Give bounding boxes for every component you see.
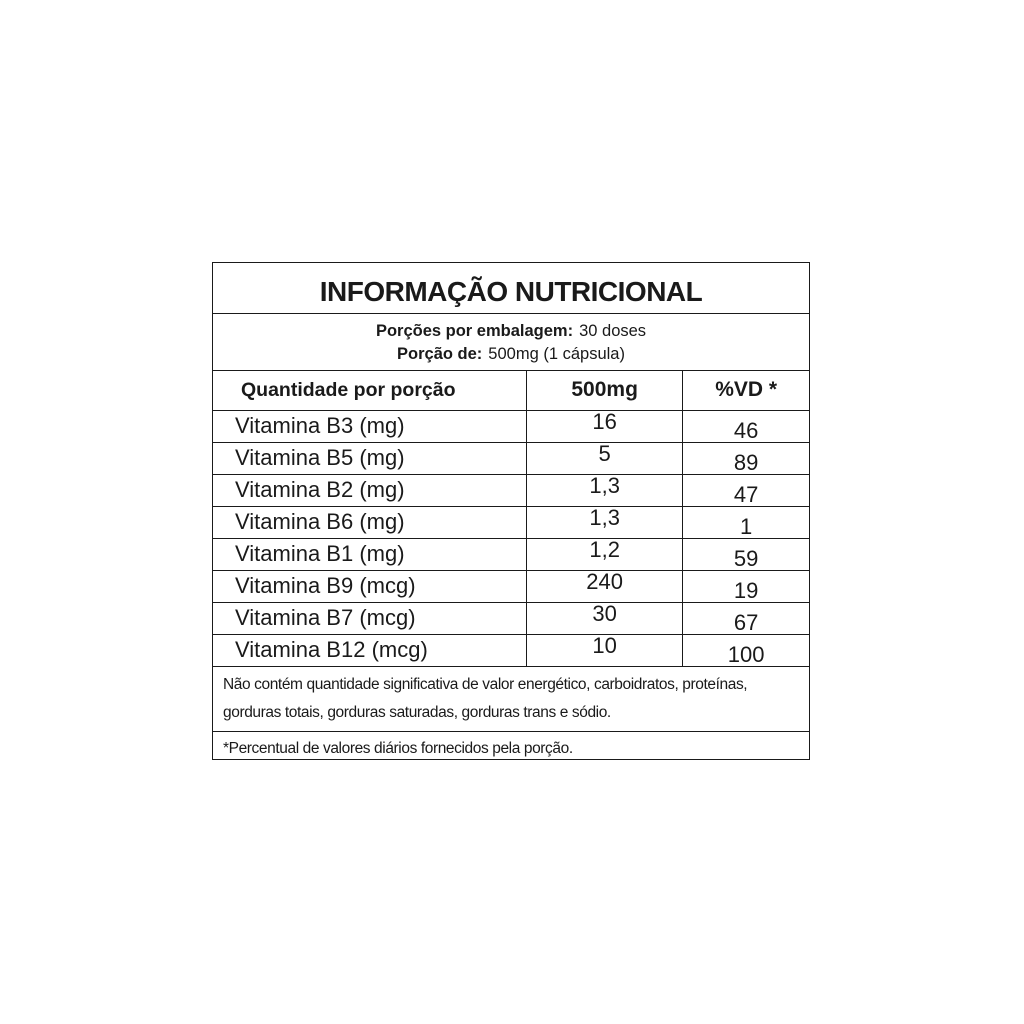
nutrient-daily-value: 67 [683,602,809,634]
nutrient-amount: 16 [527,410,683,442]
nutrient-daily-value: 59 [683,538,809,570]
insignificant-amounts-note [213,667,809,732]
nutrient-daily-value: 1 [683,506,809,538]
portion-size [213,343,809,366]
table-row [213,410,809,442]
nutrient-amount: 5 [527,442,683,474]
servings-per-package [213,320,809,343]
table-row [213,442,809,474]
note-line-2: gorduras totais, gorduras saturadas, gorduras trans e sódio. [223,703,611,721]
table-row [213,570,809,602]
portion-label: Porção de: [397,345,483,363]
nutrient-amount: 1,3 [527,474,683,506]
table-row [213,634,809,666]
nutrient-daily-value: 100 [683,634,809,666]
nutrient-amount: 10 [527,634,683,666]
nutrient-amount: 1,2 [527,538,683,570]
nutrient-name: Vitamina B6 (mg) [213,506,527,538]
panel-title: INFORMAÇÃO NUTRICIONAL [213,263,809,314]
header-amount: 500mg [527,371,683,410]
note-line-1: Não contém quantidade significativa de valor energético, carboidratos, proteínas, [223,675,748,693]
table-row [213,474,809,506]
servings-value: 30 doses [579,322,647,340]
nutrient-amount: 1,3 [527,506,683,538]
portion-value: 500mg (1 cápsula) [488,345,625,363]
nutrient-name: Vitamina B2 (mg) [213,474,527,506]
serving-info [213,314,809,371]
daily-value-footnote: *Percentual de valores diários fornecidos pela porção. [223,739,573,757]
header-daily-value: %VD * [683,371,809,410]
nutrition-facts-panel [212,262,810,760]
nutrient-daily-value: 19 [683,570,809,602]
servings-label: Porções por embalagem: [375,322,574,340]
table-header-row [213,371,809,410]
nutrient-amount: 30 [527,602,683,634]
nutrient-name: Vitamina B1 (mg) [213,538,527,570]
table-row [213,506,809,538]
header-quantity: Quantidade por porção [213,371,527,410]
nutrient-daily-value: 89 [683,442,809,474]
nutrient-name: Vitamina B5 (mg) [213,442,527,474]
nutrient-table [213,371,809,667]
table-row [213,538,809,570]
nutrient-name: Vitamina B9 (mcg) [213,570,527,602]
table-row [213,602,809,634]
nutrient-daily-value: 46 [683,410,809,442]
nutrient-name: Vitamina B12 (mcg) [213,634,527,666]
nutrient-name: Vitamina B7 (mcg) [213,602,527,634]
nutrient-daily-value: 47 [683,474,809,506]
nutrient-name: Vitamina B3 (mg) [213,410,527,442]
nutrient-amount: 240 [527,570,683,602]
